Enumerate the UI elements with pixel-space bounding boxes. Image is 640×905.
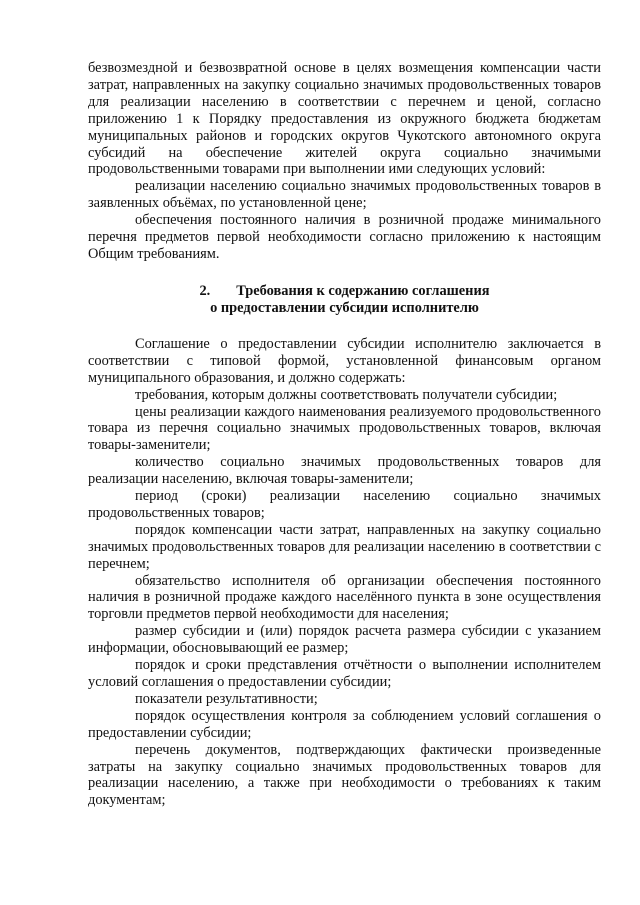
paragraph-condition-availability: обеспечения постоянного наличия в розничной продаже минимального перечня предметов первой необходимости согласно приложению к настоящим Общим требованиям.	[88, 212, 601, 262]
list-item-indicators: показатели результативности;	[135, 690, 318, 707]
list-item-prices: цены реализации каждого наименования реализуемого продовольственного товара из перечня социально значимых продовольственных товаров, включая товары-заменители;	[88, 403, 601, 454]
list-item-quantity: количество социально значимых продовольственных товаров для реализации населению, включая товары-заменители;	[88, 454, 601, 488]
section-heading-line1	[88, 283, 601, 300]
list-item-obligation: обязательство исполнителя об организации обеспечения постоянного наличия в розничной продаже каждого населённого пункта в зоне осуществления торговли предметов первой необходимости для населения;	[88, 572, 601, 623]
list-item-reporting: порядок и сроки представления отчётности о выполнении исполнителем условий соглашения о предоставлении субсидии;	[88, 657, 601, 690]
paragraph-continuation: безвозмездной и безвозвратной основе в целях возмещения компенсации части затрат, направленных на закупку социально значимых продовольственных товаров для реализации населению в соответствии с перечнем и ценой, согласно приложению 1 к Порядку предоставления из окружного бюджета бюджетам муниципальных районов и городских округов Чукотского автономного округа субсидий на обеспечение жителей округа социально значимыми продовольственными товарами при выполнении ими следующих условий:	[88, 60, 601, 178]
document-page	[88, 60, 601, 809]
paragraph-agreement-intro: Соглашение о предоставлении субсидии исполнителю заключается в соответствии с типовой формой, установленной финансовым органом муниципального образования, и должно содержать:	[88, 335, 601, 386]
section-number: 2.	[199, 282, 211, 299]
list-item-period: период (сроки) реализации населению социально значимых продовольственных товаров;	[88, 488, 601, 521]
section-title-line2: о предоставлении субсидии исполнителю	[210, 299, 479, 316]
list-item-documents: перечень документов, подтверждающих фактически произведенные затраты на закупку социально значимых продовольственных товаров для реализации населению, а также при необходимости о требованиях к таким документам;	[88, 741, 601, 809]
section-heading	[88, 283, 601, 317]
list-item-requirements: требования, которым должны соответствовать получатели субсидии;	[135, 386, 558, 403]
list-item-subsidy-size: размер субсидии и (или) порядок расчета размера субсидии с указанием информации, обосновывающий ее размер;	[88, 623, 601, 657]
paragraph-condition-sales: реализации населению социально значимых продовольственных товаров в заявленных объёмах, по установленной цене;	[88, 178, 601, 212]
section-title-line1: Требования к содержанию соглашения	[236, 282, 490, 299]
list-item-compensation-procedure: порядок компенсации части затрат, направленных на закупку социально значимых продовольственных товаров для реализации населению в соответствии с перечнем;	[88, 521, 601, 572]
list-item-control: порядок осуществления контроля за соблюдением условий соглашения о предоставлении субсидии;	[88, 707, 601, 741]
